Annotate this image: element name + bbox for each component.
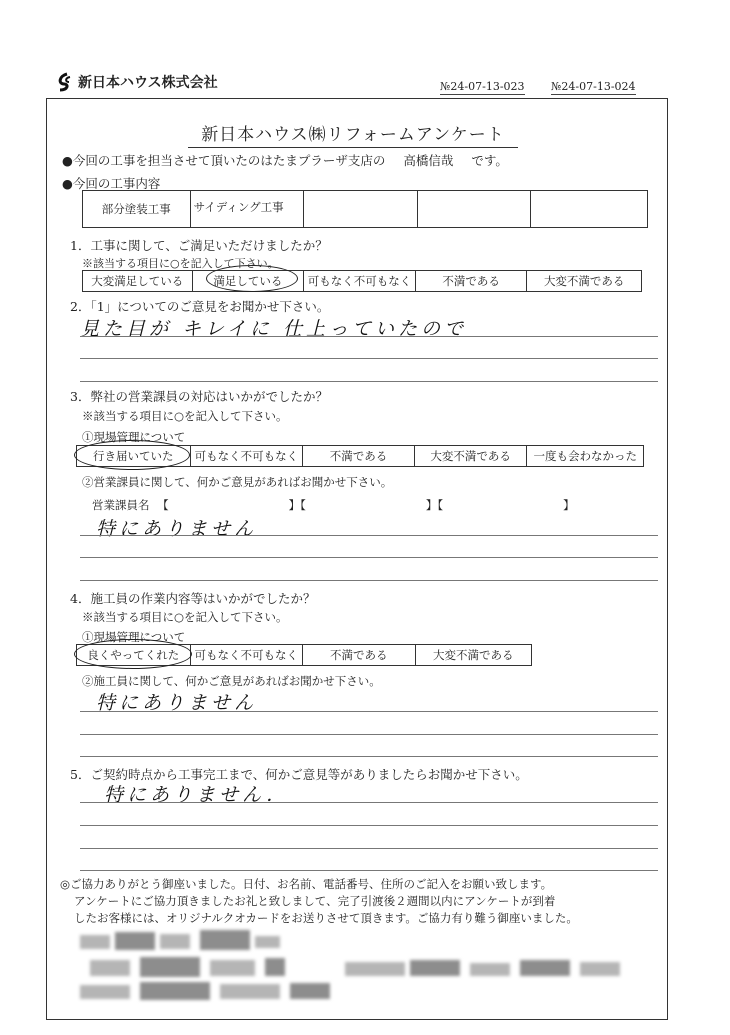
q1-option[interactable]: 可もなく不可もなく [304,271,416,291]
answer-line [80,580,658,581]
q1-selection-circle [206,265,298,292]
staff-name-row: 営業課員名 【 】【 】【 】 [92,498,575,512]
footer-line-3: したお客様には、オリジナルクオカードをお送りさせて頂きます。ご協力有り難う御座いました。 [74,911,578,925]
q4-sub1: ①現場管理について [82,630,186,644]
q1-question: 1．工事に関して、ご満足いただけましたか？ [70,238,328,253]
sales-rep-name: 高橋信哉 [403,153,454,168]
q3-option-selected[interactable]: 行き届いていた [77,446,191,466]
survey-title: 新日本ハウス㈱リフォームアンケート [188,120,518,148]
answer-line [80,756,658,757]
work-item [304,191,418,227]
intro-prefix: ●今回の工事を担当させて頂いたのはたまプラーザ支店の [62,153,386,168]
staff-name-label: 営業課員名 [92,498,150,512]
q3-option[interactable]: 一度も会わなかった [533,449,637,463]
q3-sub2: ②営業課員に関して、何かご意見があればお聞かせ下さい。 [82,475,393,489]
q4-sub2: ②施工員に関して、何かご意見があればお聞かせ下さい。 [82,674,381,688]
q3-answer: 特にありません [96,518,258,540]
q3-question: 3．弊社の営業課員の対応はいかがでしたか？ [70,389,328,404]
company-logo [55,72,218,92]
q4-option-selected[interactable]: 良くやってくれた [77,645,191,665]
answer-line [80,734,658,735]
answer-line [80,848,658,849]
document-number-2: №24-07-13-024 [551,80,636,93]
work-heading: ●今回の工事内容 [62,176,161,191]
answer-line [80,535,658,536]
q4-option[interactable]: 大変不満である [432,648,514,662]
answer-line [80,825,658,826]
q1-option[interactable]: 大変満足している [83,271,193,291]
q3-selection-circle [74,440,190,470]
q3-option[interactable]: 可もなく不可もなく [191,446,304,466]
document-number-1: №24-07-13-023 [440,80,525,93]
q3-note: ※該当する項目に○を記入して下さい。 [82,409,288,423]
work-item [531,191,647,227]
q3-sub1: ①現場管理について [82,430,186,444]
work-item [418,191,532,227]
q1-note: ※該当する項目に○を記入して下さい。 [82,257,279,270]
q4-selection-circle [74,639,192,669]
q5-answer: 特にありません． [104,784,290,806]
q4-question: 4．施工員の作業内容等はいかがでしたか？ [70,591,316,606]
answer-line [80,358,658,359]
q5-question: 5．ご契約時点から工事完工まで、何かご意見等がありましたらお聞かせ下さい。 [70,767,528,782]
q1-option[interactable]: 不満である [416,271,528,291]
q1-option[interactable]: 大変不満である [543,274,625,288]
q1-option-selected[interactable]: 満足している [193,271,305,291]
footer-line-2: アンケートにご協力頂きましたお礼と致しまして、完了引渡後２週間以内にアンケートが到着 [74,894,556,908]
answer-line [80,336,658,337]
q1-options [82,270,642,292]
answer-line [80,711,658,712]
answer-line [80,802,658,803]
q2-question: 2．「1」についてのご意見をお聞かせ下さい。 [70,299,330,314]
company-name: 新日本ハウス株式会社 [78,75,218,91]
intro-line [62,151,508,169]
q4-option[interactable]: 不満である [303,645,416,665]
work-item: サイディング工事 [191,191,305,227]
work-item: 部分塗装工事 [83,191,191,227]
q4-answer: 特にありません [96,692,258,714]
q3-option[interactable]: 大変不満である [415,446,528,466]
q2-answer: 見た目が キレイに 仕上っていたので [80,318,467,340]
work-content-table [82,190,648,228]
intro-suffix: です。 [471,153,508,168]
q4-option[interactable]: 可もなく不可もなく [191,645,304,665]
answer-line [80,870,658,871]
answer-line [80,381,658,382]
answer-line [80,557,658,558]
q3-option[interactable]: 不満である [303,446,415,466]
footer-line-1: ◎ご協力ありがとう御座いました。日付、お名前、電話番号、住所のご記入をお願い致します。 [60,877,553,891]
q4-note: ※該当する項目に○を記入して下さい。 [82,610,288,624]
company-logo-icon [55,72,75,92]
